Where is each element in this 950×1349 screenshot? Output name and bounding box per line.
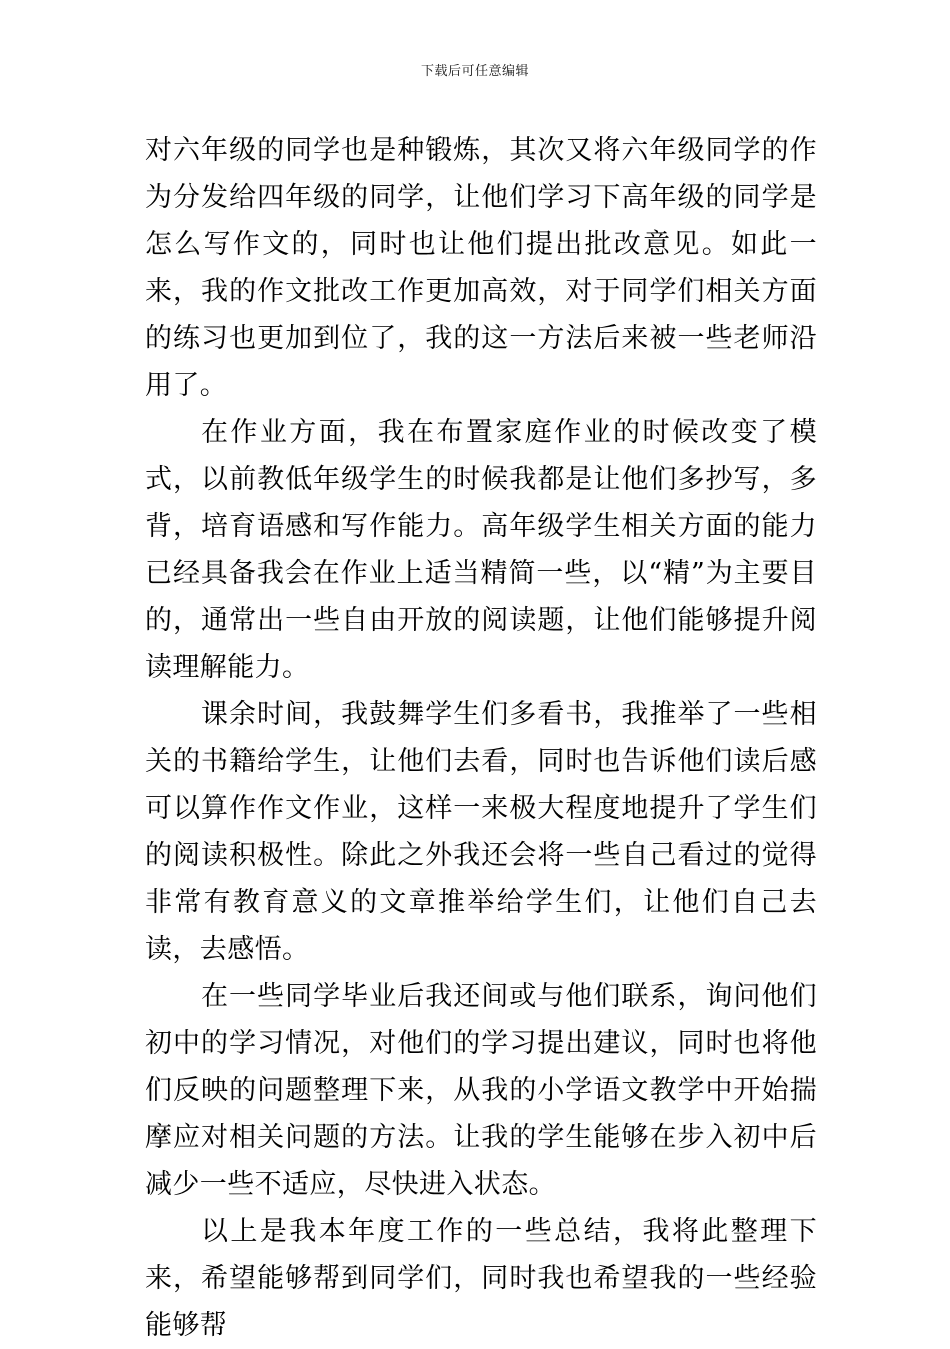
- page-header: 下载后可任意编辑: [420, 64, 529, 79]
- paragraph-1: 对六年级的同学也是种锻炼，其次又将六年级同学的作为分发给四年级的同学，让他们学习下高年级的同学是怎么写作文的，同时也让他们提出批改意见。如此一来，我的作文批改工作更加高效，对于同学们相关方面的练习也更加到位了，我的这一方法后来被一些老师沿用了。: [145, 135, 817, 401]
- paragraph-2: 在作业方面，我在布置家庭作业的时候改变了模式，以前教低年级学生的时候我都是让他们多抄写，多背，培育语感和写作能力。高年级学生相关方面的能力已经具备我会在作业上适当精简一些，以“精”为主要目的，通常出一些自由开放的阅读题，让他们能够提升阅读理解能力。: [145, 417, 817, 683]
- document-body: [145, 127, 817, 1349]
- paragraph-3: 课余时间，我鼓舞学生们多看书，我推举了一些相关的书籍给学生，让他们去看，同时也告诉他们读后感可以算作作文作业，这样一来极大程度地提升了学生们的阅读积极性。除此之外我还会将一些自己看过的觉得非常有教育意义的文章推举给学生们，让他们自己去读，去感悟。: [145, 699, 817, 965]
- paragraph-5: 以上是我本年度工作的一些总结，我将此整理下来，希望能够帮到同学们，同时我也希望我的一些经验能够帮: [145, 1216, 817, 1341]
- paragraph-4: 在一些同学毕业后我还间或与他们联系，询问他们初中的学习情况，对他们的学习提出建议，同时也将他们反映的问题整理下来，从我的小学语文教学中开始揣摩应对相关问题的方法。让我的学生能够在步入初中后减少一些不适应，尽快进入状态。: [145, 981, 817, 1200]
